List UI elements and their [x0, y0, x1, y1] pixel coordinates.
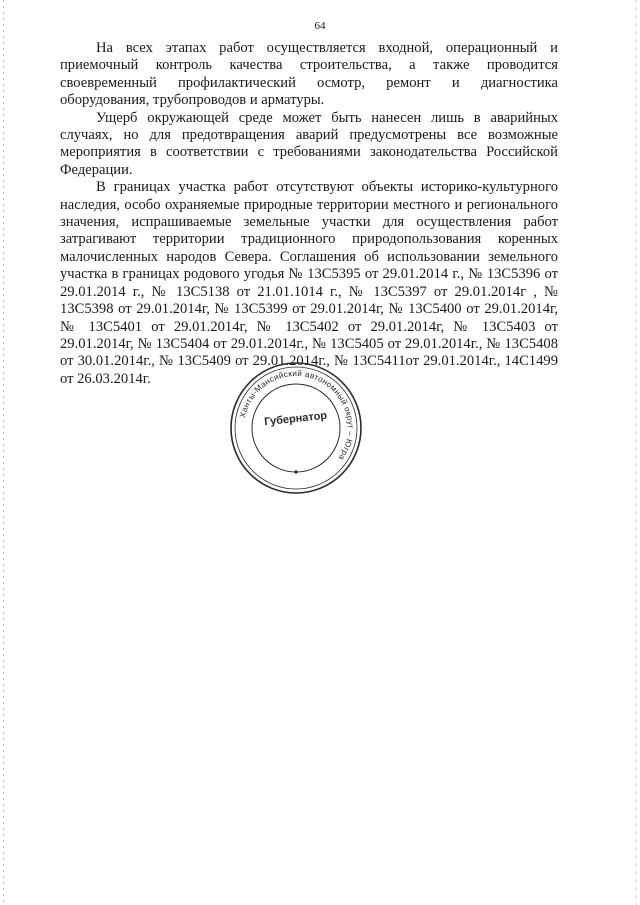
paragraph-land-agreements: В границах участка работ отсутствуют объекты историко-культурного наследия, особо охраняемые природные территории местного и регионального значения, испрашиваемые земельные участки для осуществления работ затрагивают территории традиционного природопользования коренных малочисленных народов Севера. Соглашения об использовании земельного участка в границах родового угодья № 13С5395 от 29.01.2014 г., № 13С5396 от 29.01.2014 г., № 13С5138 от 21.01.1014 г., № 13С5397 от 29.01.2014г , № 13С5398 от 29.01.2014г, № 13С5399 от 29.01.2014г, № 13С5400 от 29.01.2014г, № 13С5401 от 29.01.2014г, № 13С5402 от 29.01.2014г, № 13С5403 от 29.01.2014г, № 13С5404 от 29.01.2014г., № 13С5405 от 29.01.2014г., № 13С5408 от 30.01.2014г., № 13С5409 от 29.01.2014г., № 13С5411от 29.01.2014г., 14С1499 от 26.03.2014г.	[60, 179, 558, 387]
seal-ring-text: Ханты-Мансийский автономный округ – Югра	[238, 368, 356, 463]
paragraph-quality-control: На всех этапах работ осуществляется входной, операционный и приемочный контроль качества строительства, а также проводится своевременный профилактический осмотр, ремонт и диагностика оборудования, трубопроводов и арматуры.	[60, 40, 558, 109]
page-number: 64	[314, 20, 326, 32]
seal-label: Губернатор	[263, 409, 328, 429]
seal-dot	[294, 470, 297, 473]
governor-seal	[228, 360, 364, 496]
scan-edge-right	[636, 0, 637, 905]
paragraph-environmental-damage: Ущерб окружающей среде может быть нанесен лишь в аварийных случаях, но для предотвращения аварий предусмотрены все возможные мероприятия в соответствии с требованиями законодательства Российской Федерации.	[60, 109, 558, 178]
scan-edge-left	[3, 0, 4, 905]
document-body	[60, 40, 558, 388]
